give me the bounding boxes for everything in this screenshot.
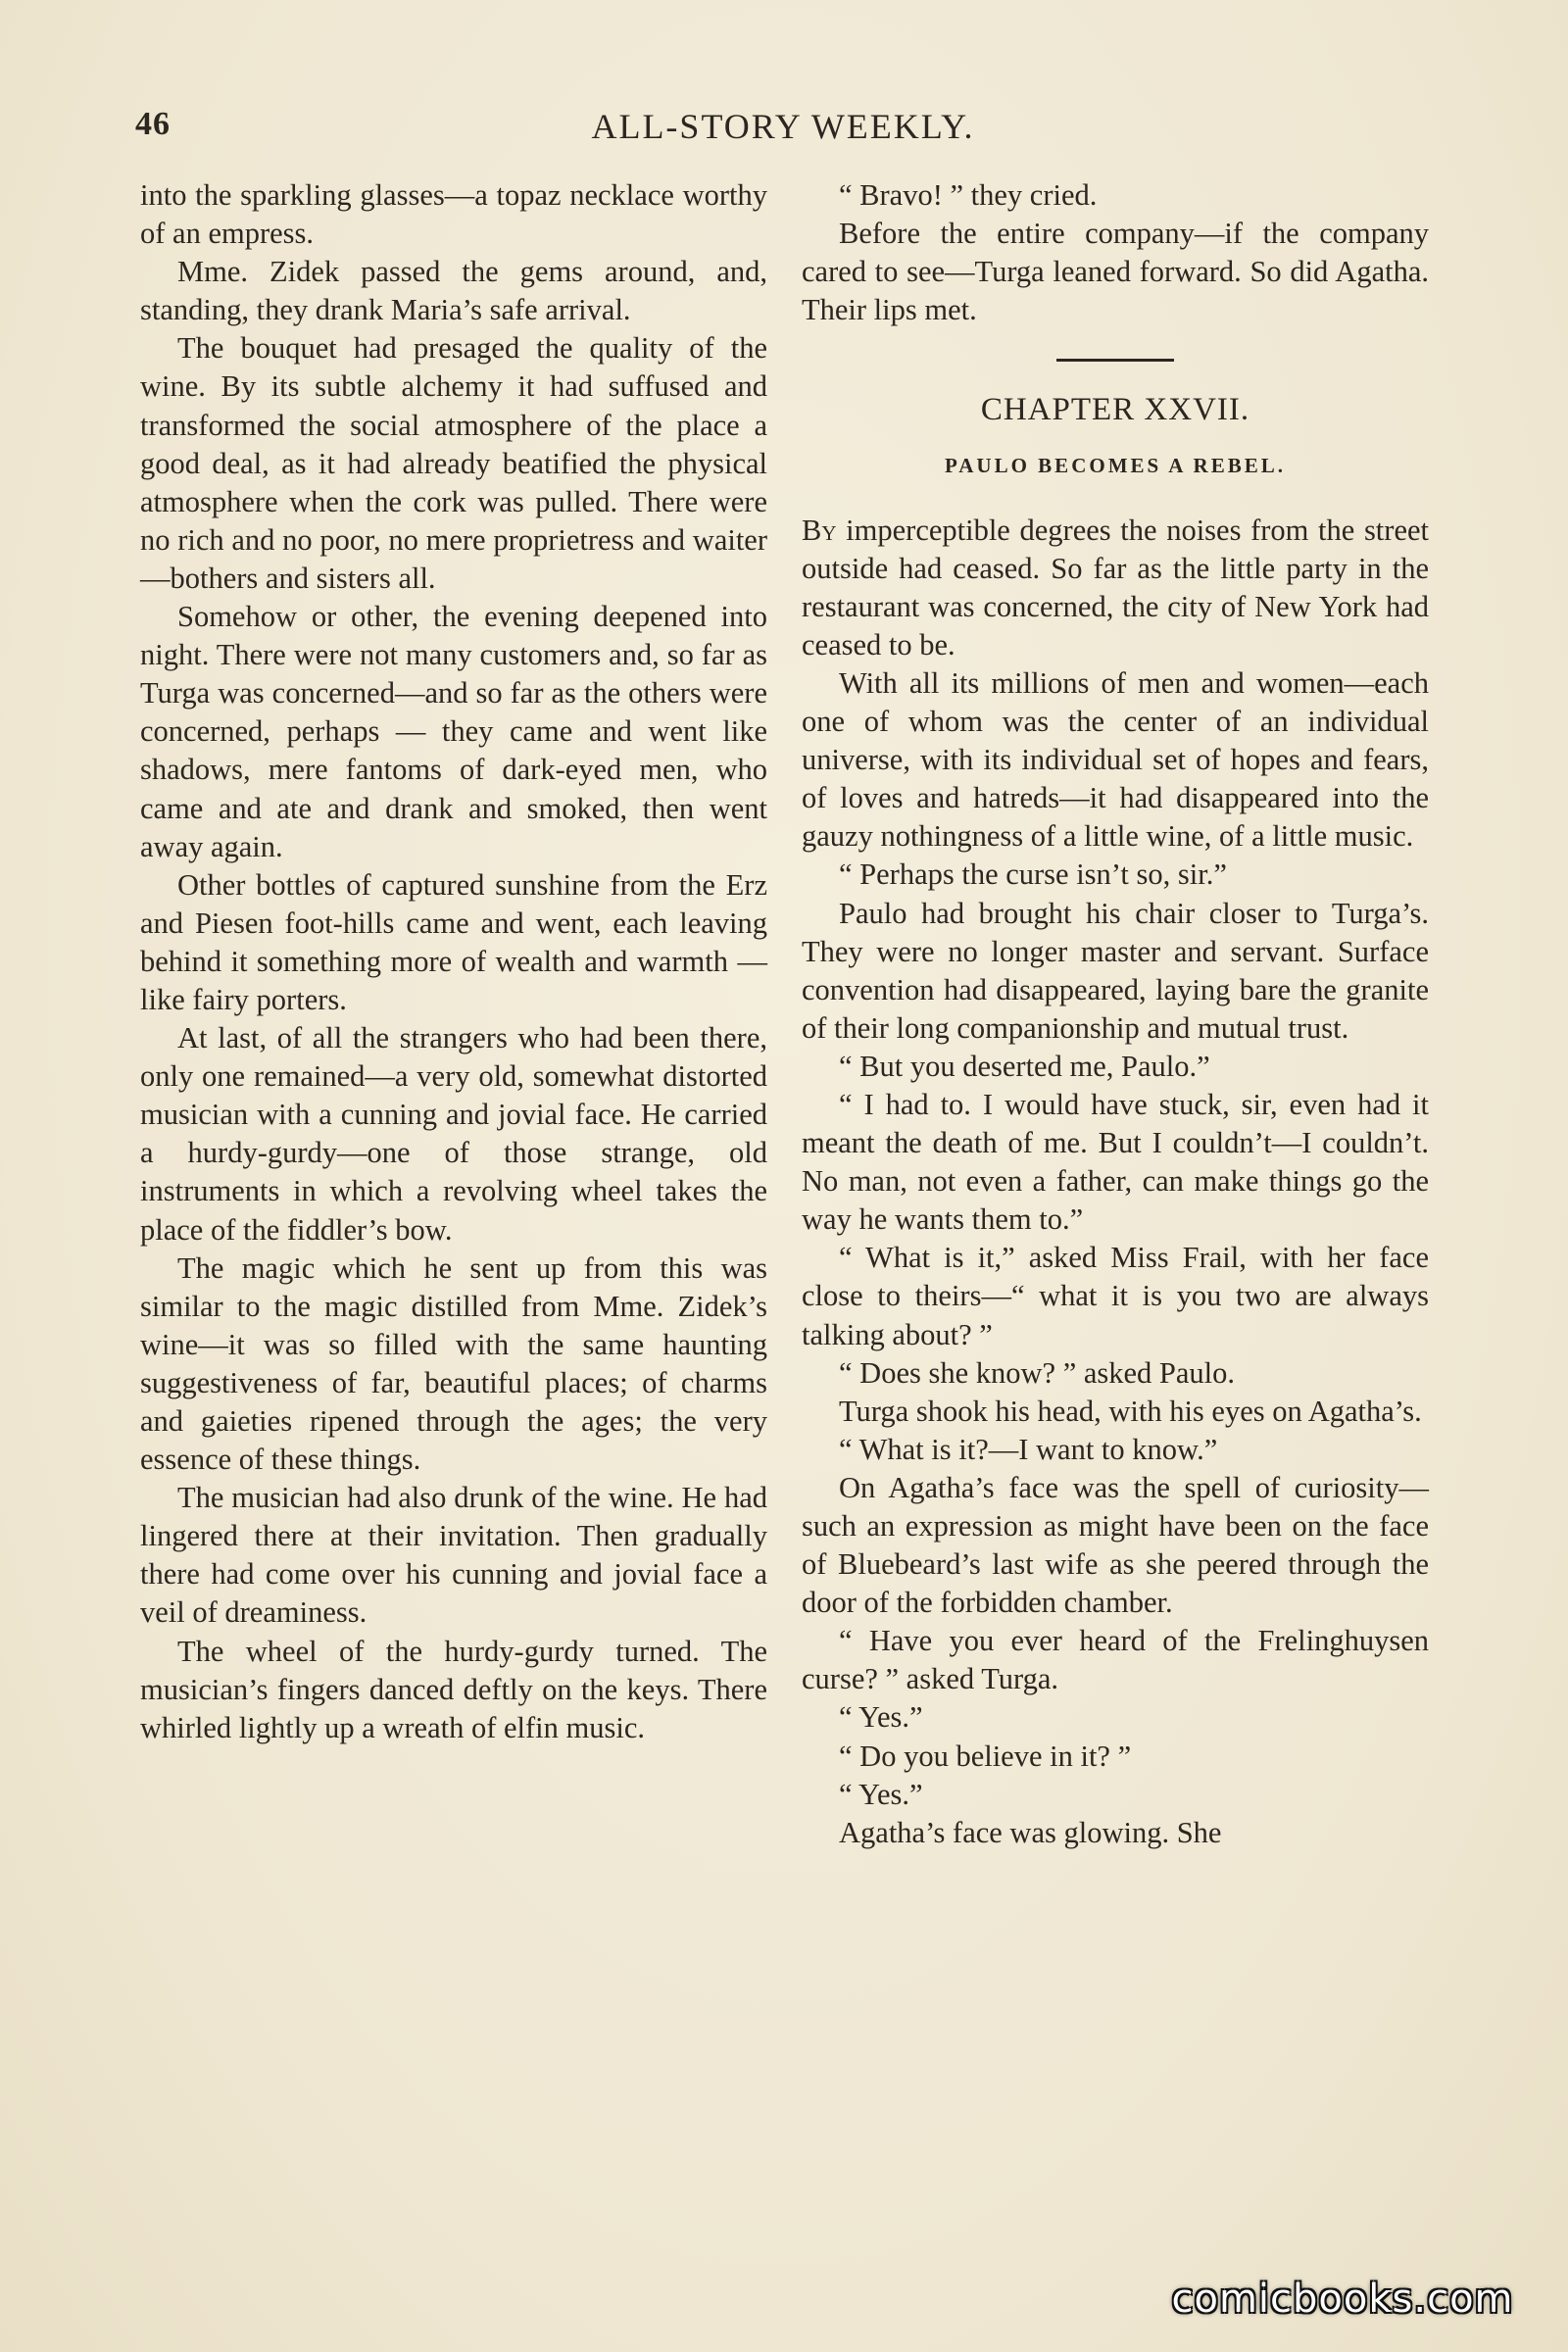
watermark: comicbooks.com: [1171, 2277, 1514, 2322]
right-column: [802, 176, 1429, 1852]
page-number: 46: [135, 106, 171, 142]
paragraph: Other bottles of captured sunshine from the Erz and Piesen foot-hills came and went, each leaving behind it something more of wealth and warmth —like fairy porters.: [140, 867, 767, 1016]
opening-word: By: [802, 513, 837, 547]
paragraph: Before the entire company—if the company cared to see—Turga leaned forward. So did Agatha. Their lips met.: [802, 217, 1429, 327]
paragraph: “ Bravo! ” they cried.: [839, 178, 1098, 212]
running-head: ALL-STORY WEEKLY.: [591, 107, 975, 146]
page-header: [135, 106, 1431, 151]
chapter-title: CHAPTER XXVII.: [980, 392, 1250, 428]
paragraph: “ But you deserted me, Paulo.”: [839, 1049, 1210, 1083]
paragraph: With all its millions of men and women—each one of whom was the center of an individual universe, with its individual set of hopes and fears, of loves and hatreds—it had disappeared into the gauzy nothingness of a little wine, of a little music.: [802, 665, 1429, 854]
paragraph: “ Perhaps the curse isn’t so, sir.”: [839, 858, 1227, 892]
chapter-subtitle: PAULO BECOMES A REBEL.: [944, 454, 1286, 478]
section-divider: [1056, 359, 1174, 362]
chapter-opening-paragraph: [802, 512, 1429, 664]
paragraph: Mme. Zidek passed the gems around, and, standing, they drank Maria’s safe arrival.: [140, 255, 767, 327]
paragraph: The musician had also drunk of the wine. He had lingered there at their invitation. Then gradually there had come over his cunning and jovial face a veil of dreaminess.: [140, 1481, 767, 1630]
paragraph: “ Yes.”: [839, 1700, 923, 1735]
paragraph: “ Yes.”: [839, 1777, 923, 1811]
paragraph: “ Have you ever heard of the Frelinghuysen curse? ” asked Turga.: [802, 1624, 1429, 1696]
paragraph: The magic which he sent up from this was similar to the magic distilled from Mme. Zidek’s wine—it was so filled with the same haunting suggestiveness of far, beautiful places; of charms and gaieties ripened through the ages; the very essence of these things.: [140, 1250, 767, 1477]
paragraph: At last, of all the strangers who had been there, only one remained—a very old, somewhat distorted musician with a cunning and jovial face. He carried a hurdy-gurdy—one of those strange, old instruments in which a revolving wheel takes the place of the fiddler’s bow.: [140, 1021, 767, 1247]
opening-text: imperceptible degrees the noises from the street outside had ceased. So far as the little party in the restaurant was concerned, the city of New York had ceased to be.: [802, 513, 1429, 662]
paragraph: Agatha’s face was glowing. She: [839, 1815, 1222, 1849]
paragraph: “ Does she know? ” asked Paulo.: [839, 1355, 1236, 1390]
paragraph: Turga shook his head, with his eyes on Agatha’s.: [839, 1394, 1422, 1428]
paragraph: The bouquet had presaged the quality of the wine. By its subtle alchemy it had suffused and transformed the social atmosphere of the place a good deal, as it had already beatified the physical atmosphere when the cork was pulled. There were no rich and no poor, no mere proprietress and waiter —bothers and sisters all.: [140, 331, 767, 595]
paragraph: “ What is it,” asked Miss Frail, with her face close to theirs—“ what it is you two are always talking about? ”: [802, 1241, 1429, 1351]
left-column: [140, 176, 767, 1747]
paragraph: Somehow or other, the evening deepened into night. There were not many customers and, so far as Turga was concerned—and so far as the others were concerned, perhaps — they came and went like shadows, mere fantoms of dark-eyed men, who came and ate and drank and smoked, then went away again.: [140, 600, 767, 863]
paragraph: “ Do you believe in it? ”: [839, 1739, 1132, 1773]
paragraph: “ I had to. I would have stuck, sir, even had it meant the death of me. But I couldn’t—I couldn’t. No man, not even a father, can make things go the way he wants them to.”: [802, 1087, 1429, 1237]
paragraph: into the sparkling glasses—a topaz necklace worthy of an empress.: [140, 178, 767, 251]
paragraph: Paulo had brought his chair closer to Turga’s. They were no longer master and servant. Surface convention had disappeared, laying bare the granite of their long companionship and mutual trust.: [802, 896, 1429, 1045]
paragraph: The wheel of the hurdy-gurdy turned. The musician’s fingers danced deftly on the keys. There whirled lightly up a wreath of elfin music.: [140, 1634, 767, 1744]
paragraph: On Agatha’s face was the spell of curiosity—such an expression as might have been on the face of Bluebeard’s last wife as she peered through the door of the forbidden chamber.: [802, 1470, 1429, 1620]
paragraph: “ What is it?—I want to know.”: [839, 1432, 1218, 1466]
